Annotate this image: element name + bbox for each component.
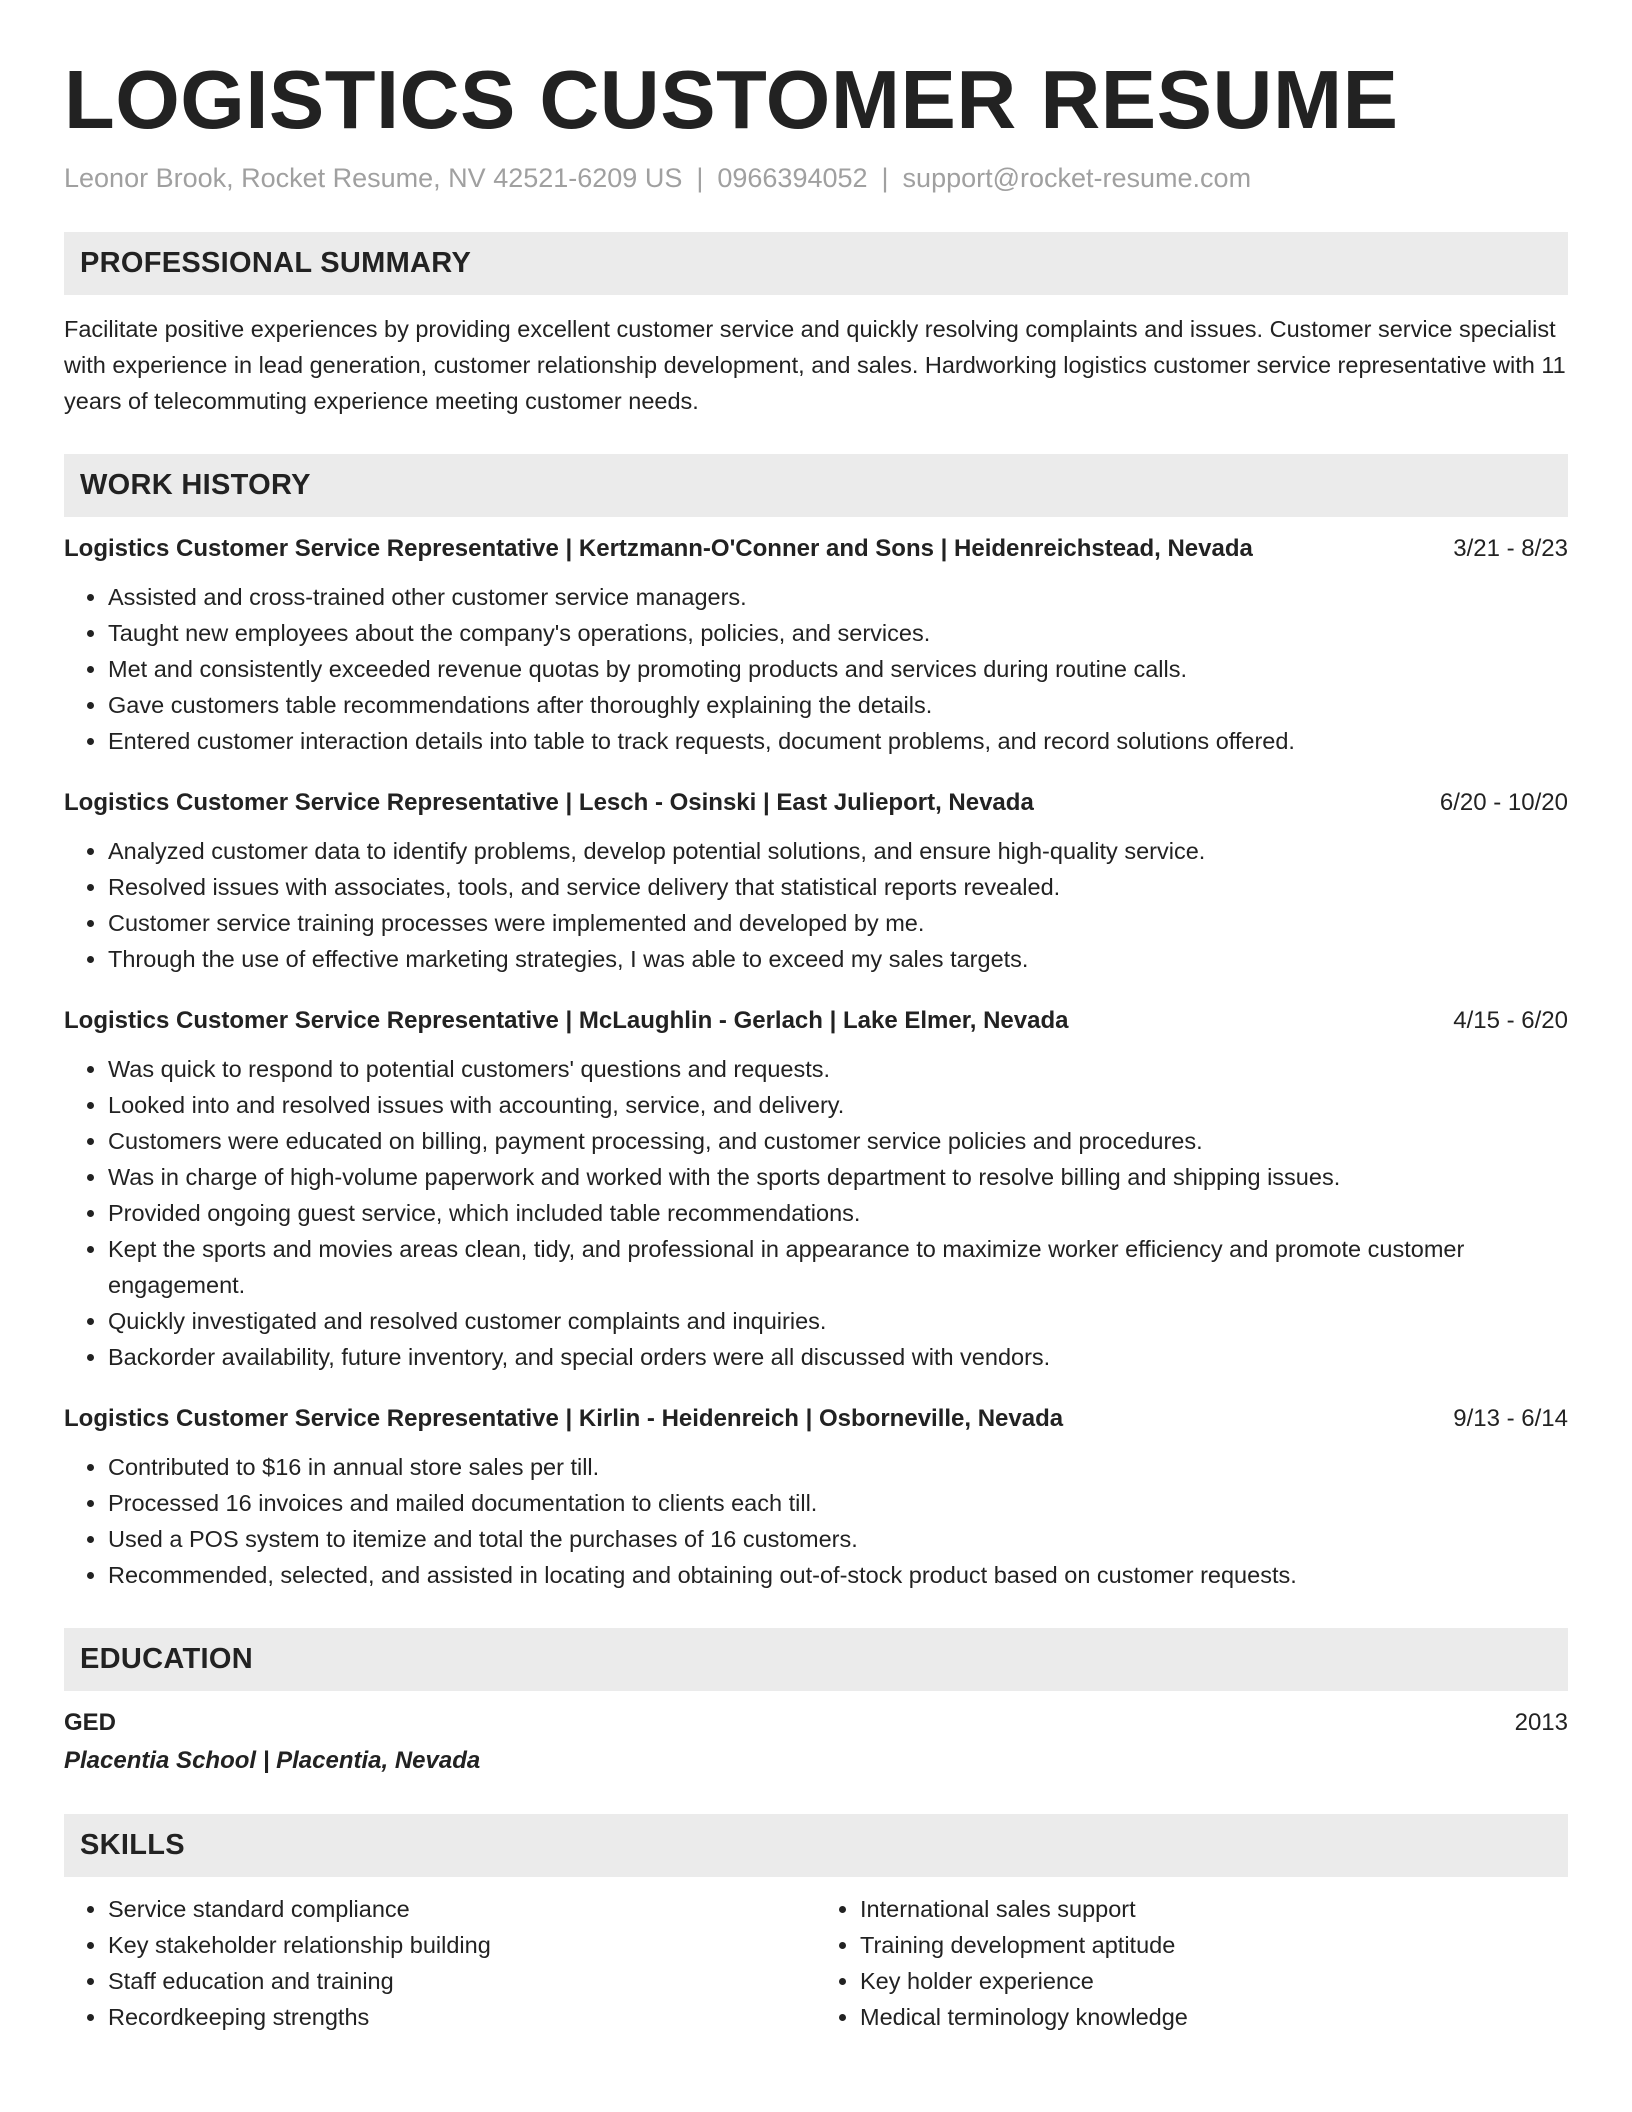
job-dates: 9/13 - 6/14: [1453, 1404, 1568, 1432]
skill-item: • International sales support: [860, 1891, 1568, 1927]
job-bullet: • Through the use of effective marketing strategies, I was able to exceed my sales targets.: [108, 941, 1568, 977]
summary-text: Facilitate positive experiences by providing excellent customer service and quickly resolving complaints and issues. Customer service specialist with experience in lead generation, customer relationship development, and sales. Hardworking logistics customer service representative with 11 years of telecommuting experience meeting customer needs.: [64, 315, 1566, 414]
job-bullet: • Provided ongoing guest service, which included table recommendations.: [108, 1195, 1568, 1231]
skills-column-left: [64, 1891, 816, 2035]
contact-separator: |: [881, 163, 889, 194]
work-section-header: [64, 454, 1568, 517]
skill-item: • Medical terminology knowledge: [860, 1999, 1568, 2035]
summary-heading: PROFESSIONAL SUMMARY: [80, 246, 472, 279]
skill-item: • Key stakeholder relationship building: [108, 1927, 816, 1963]
skill-item: • Key holder experience: [860, 1963, 1568, 1999]
job-entry: [64, 1401, 1568, 1593]
contact-separator: |: [696, 163, 704, 194]
job-bullet: • Was in charge of high-volume paperwork and worked with the sports department to resolve billing and shipping issues.: [108, 1159, 1568, 1195]
skill-item: • Recordkeeping strengths: [108, 1999, 816, 2035]
job-bullets: [64, 833, 1568, 977]
education-degree: GED: [64, 1708, 117, 1736]
job-entry: [64, 531, 1568, 759]
contact-line: [64, 161, 1568, 196]
job-bullet: • Gave customers table recommendations after thoroughly explaining the details.: [108, 687, 1568, 723]
work-heading: WORK HISTORY: [80, 468, 311, 501]
job-bullet: • Processed 16 invoices and mailed documentation to clients each till.: [108, 1485, 1568, 1521]
job-entry: [64, 785, 1568, 977]
contact-address: Leonor Brook, Rocket Resume, NV 42521-6209 US: [64, 163, 683, 194]
job-title: Logistics Customer Service Representative | McLaughlin - Gerlach | Lake Elmer, Nevada: [64, 1006, 1069, 1034]
job-header: [64, 1401, 1568, 1437]
job-title: Logistics Customer Service Representative | Kertzmann-O'Conner and Sons | Heidenreichstead, Nevada: [64, 534, 1253, 562]
job-bullet: • Backorder availability, future inventory, and special orders were all discussed with vendors.: [108, 1339, 1568, 1375]
job-bullet: • Met and consistently exceeded revenue quotas by promoting products and services during routine calls.: [108, 651, 1568, 687]
job-bullet: • Customer service training processes were implemented and developed by me.: [108, 905, 1568, 941]
job-bullet: • Taught new employees about the company's operations, policies, and services.: [108, 615, 1568, 651]
job-header: [64, 531, 1568, 567]
job-bullet: • Contributed to $16 in annual store sales per till.: [108, 1449, 1568, 1485]
education-section-header: [64, 1628, 1568, 1691]
skill-item: • Service standard compliance: [108, 1891, 816, 1927]
contact-email: support@rocket-resume.com: [902, 163, 1252, 194]
job-bullet: • Quickly investigated and resolved customer complaints and inquiries.: [108, 1303, 1568, 1339]
skill-item: • Staff education and training: [108, 1963, 816, 1999]
skill-item: • Training development aptitude: [860, 1927, 1568, 1963]
job-title: Logistics Customer Service Representative | Kirlin - Heidenreich | Osborneville, Nevada: [64, 1404, 1064, 1432]
job-bullet: • Looked into and resolved issues with accounting, service, and delivery.: [108, 1087, 1568, 1123]
job-bullet: • Analyzed customer data to identify problems, develop potential solutions, and ensure high-quality service.: [108, 833, 1568, 869]
skills-column-right: [816, 1891, 1568, 2035]
contact-phone: 0966394052: [717, 163, 868, 194]
job-bullet: • Customers were educated on billing, payment processing, and customer service policies and procedures.: [108, 1123, 1568, 1159]
job-bullet: • Resolved issues with associates, tools, and service delivery that statistical reports revealed.: [108, 869, 1568, 905]
job-bullet: • Kept the sports and movies areas clean, tidy, and professional in appearance to maximize worker efficiency and promote customer engagement.: [108, 1231, 1568, 1303]
education-heading: EDUCATION: [80, 1642, 253, 1675]
job-title: Logistics Customer Service Representative | Lesch - Osinski | East Julieport, Nevada: [64, 788, 1034, 816]
job-bullets: [64, 1449, 1568, 1593]
summary-section-header: [64, 232, 1568, 295]
skills-list: [64, 1891, 1568, 2035]
skills-section-header: [64, 1814, 1568, 1877]
job-bullet: • Was quick to respond to potential customers' questions and requests.: [108, 1051, 1568, 1087]
education-year: 2013: [1514, 1708, 1568, 1736]
skills-heading: SKILLS: [80, 1828, 185, 1861]
job-bullet: • Recommended, selected, and assisted in locating and obtaining out-of-stock product based on customer requests.: [108, 1557, 1568, 1593]
job-header: [64, 1003, 1568, 1039]
education-row: [64, 1705, 1568, 1741]
job-bullet: • Assisted and cross-trained other customer service managers.: [108, 579, 1568, 615]
job-bullets: [64, 1051, 1568, 1375]
job-dates: 4/15 - 6/20: [1453, 1006, 1568, 1034]
resume-title: LOGISTICS CUSTOMER RESUME: [64, 53, 1399, 146]
job-dates: 3/21 - 8/23: [1453, 534, 1568, 562]
job-bullets: [64, 579, 1568, 759]
job-bullet: • Entered customer interaction details into table to track requests, document problems, and record solutions offered.: [108, 723, 1568, 759]
education-school: Placentia School | Placentia, Nevada: [64, 1746, 481, 1774]
job-dates: 6/20 - 10/20: [1439, 788, 1568, 816]
job-header: [64, 785, 1568, 821]
job-bullet: • Used a POS system to itemize and total the purchases of 16 customers.: [108, 1521, 1568, 1557]
job-entry: [64, 1003, 1568, 1375]
